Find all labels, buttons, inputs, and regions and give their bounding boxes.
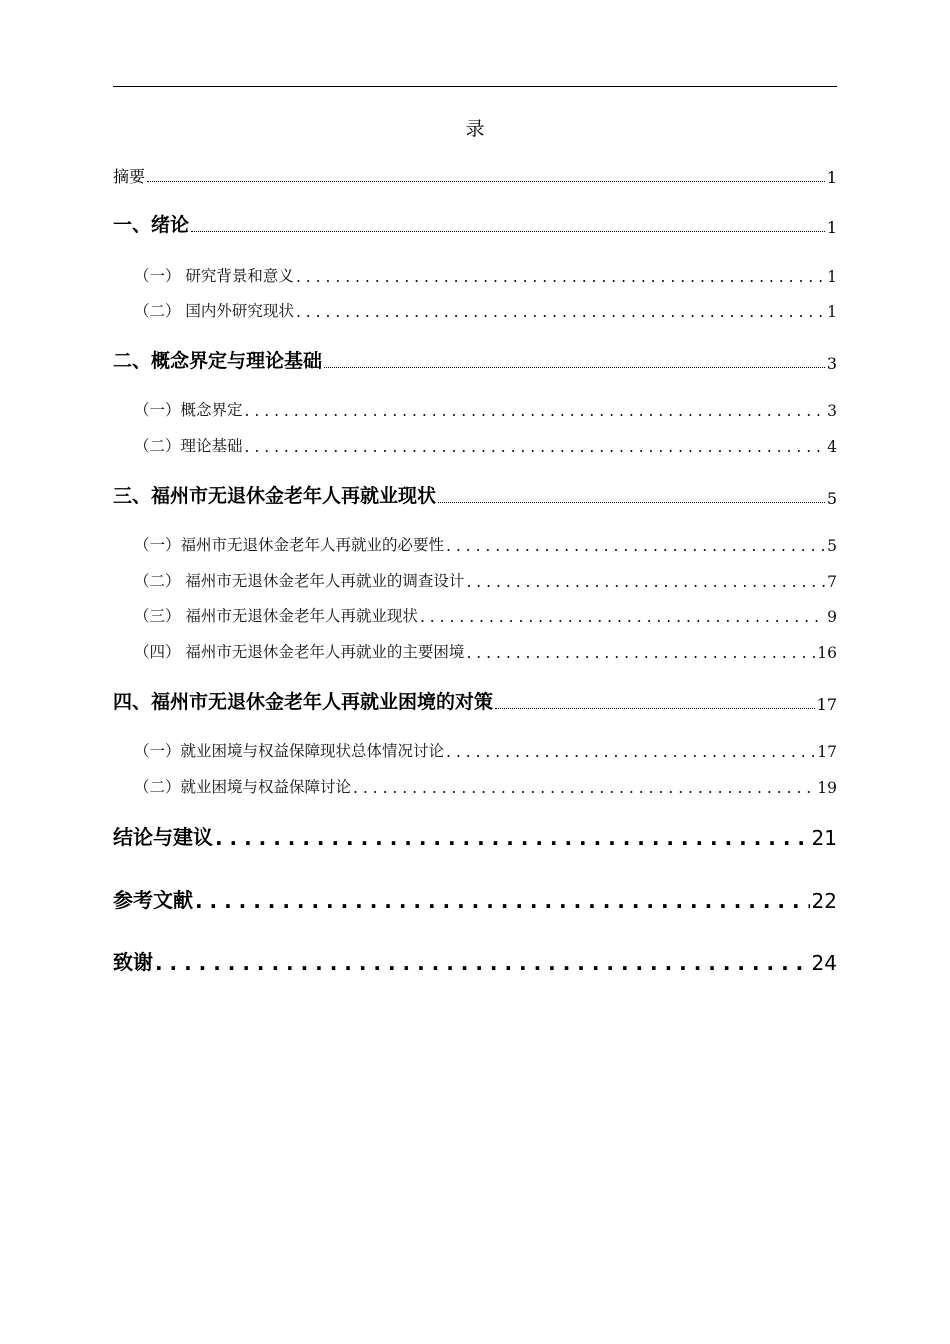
toc-entry-label: （二） 国内外研究现状: [134, 302, 294, 320]
toc-entry-page: 3: [827, 402, 837, 420]
toc-entry-label: 二、概念界定与理论基础: [113, 350, 323, 372]
toc-entry-references[interactable]: [113, 884, 837, 913]
dot-leader: [296, 303, 825, 321]
toc-entry-label: 摘要: [113, 167, 146, 186]
dot-leader: [446, 743, 815, 761]
toc-entry-2-2[interactable]: [134, 434, 837, 456]
toc-entry-4-2[interactable]: [134, 775, 837, 797]
dot-leader: [466, 644, 815, 662]
toc-entry-page: 1: [826, 218, 837, 237]
dot-leader: [245, 402, 826, 420]
toc-entry-3-2[interactable]: [134, 569, 837, 591]
toc-entry-2-1[interactable]: [134, 398, 837, 420]
toc-entry-page: 1: [827, 268, 837, 286]
toc-entry-label: （四） 福州市无退休金老年人再就业的主要困境: [134, 643, 465, 661]
dot-leader: [353, 779, 815, 797]
dot-leader: [296, 268, 825, 286]
toc-entry-4-1[interactable]: [134, 739, 837, 761]
toc-entry-label: （一）概念界定: [134, 401, 243, 419]
dot-leader: [155, 951, 810, 975]
dot-leader: [446, 537, 825, 555]
toc-entry-label: （二）理论基础: [134, 437, 243, 455]
toc-entry-label: （一）福州市无退休金老年人再就业的必要性: [134, 536, 445, 554]
toc-entry-1-2[interactable]: [134, 299, 837, 321]
toc-entry-page: 5: [826, 489, 837, 508]
toc-entry-label: （一）就业困境与权益保障现状总体情况讨论: [134, 742, 445, 760]
toc-entry-page: 24: [811, 951, 837, 975]
toc-entry-page: 16: [817, 644, 837, 662]
toc-title: 录: [465, 118, 485, 140]
toc-entry-page: 22: [811, 889, 837, 913]
toc-entry-page: 17: [817, 743, 837, 761]
dot-leader: [438, 501, 825, 503]
toc-entry-abstract[interactable]: [113, 164, 837, 187]
dot-leader: [195, 889, 810, 913]
toc-entry-label: 三、福州市无退休金老年人再就业现状: [113, 485, 437, 507]
toc-entry-page: 1: [826, 168, 837, 187]
dot-leader: [420, 608, 825, 626]
toc-entry-1-1[interactable]: [134, 264, 837, 286]
dot-leader: [324, 366, 825, 368]
toc-entry-chapter-4[interactable]: [113, 687, 837, 714]
toc-entry-conclusion[interactable]: [113, 821, 837, 850]
toc-entry-chapter-1[interactable]: [113, 210, 837, 237]
toc-entry-chapter-3[interactable]: [113, 481, 837, 508]
dot-leader: [245, 438, 826, 456]
header-rule: [113, 86, 837, 87]
toc-entry-label: （三） 福州市无退休金老年人再就业现状: [134, 607, 418, 625]
toc-entry-label: 一、绪论: [113, 214, 190, 236]
dot-leader: [495, 707, 815, 709]
toc-entry-3-4[interactable]: [134, 640, 837, 662]
dot-leader: [466, 573, 825, 591]
toc-entry-3-1[interactable]: [134, 533, 837, 555]
toc-entry-page: 5: [827, 537, 837, 555]
toc-entry-page: 19: [817, 779, 837, 797]
toc-entry-label: （二）就业困境与权益保障讨论: [134, 778, 352, 796]
dot-leader: [147, 180, 825, 182]
toc-entry-page: 21: [811, 826, 837, 850]
toc-entry-page: 9: [827, 608, 837, 626]
toc-entry-page: 7: [827, 573, 837, 591]
toc-entry-label: 参考文献: [113, 888, 193, 912]
toc-entry-page: 4: [827, 438, 837, 456]
toc-entry-acknowledgements[interactable]: [113, 946, 837, 975]
toc-entry-page: 1: [827, 303, 837, 321]
toc-entry-label: 四、福州市无退休金老年人再就业困境的对策: [113, 691, 494, 713]
toc-entry-page: 17: [816, 695, 837, 714]
toc-entry-label: 致谢: [113, 950, 153, 974]
dot-leader: [191, 230, 825, 232]
dot-leader: [215, 826, 810, 850]
toc-entry-label: 结论与建议: [113, 825, 213, 849]
toc-entry-3-3[interactable]: [134, 604, 837, 626]
toc-entry-page: 3: [826, 354, 837, 373]
toc-entry-label: （一） 研究背景和意义: [134, 267, 294, 285]
toc-entry-chapter-2[interactable]: [113, 346, 837, 373]
toc-entry-label: （二） 福州市无退休金老年人再就业的调查设计: [134, 572, 465, 590]
